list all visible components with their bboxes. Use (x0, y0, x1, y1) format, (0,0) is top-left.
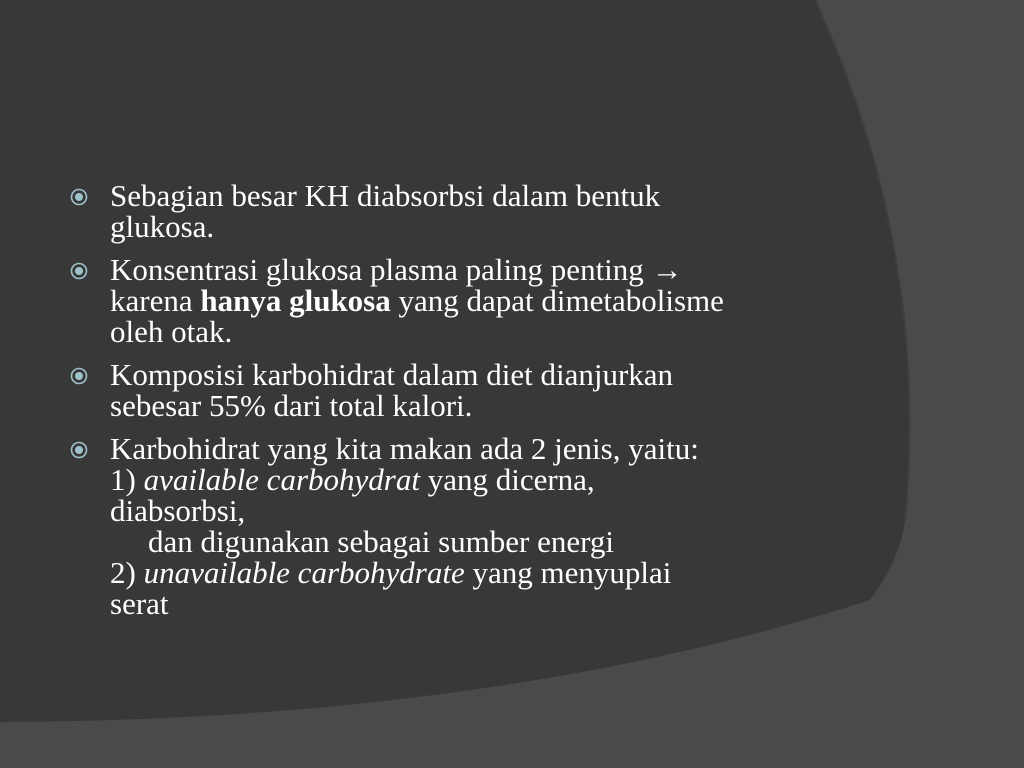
bullet-item (68, 180, 868, 242)
bullet-line: glukosa. (110, 209, 215, 244)
bullet-line: Sebagian besar KH diabsorbsi dalam bentuk (110, 178, 661, 213)
bullet-line: diabsorbsi, (110, 493, 246, 528)
bullet-line: dan digunakan sebagai sumber energi (148, 524, 614, 559)
bullet-line: 1) available carbohydrat yang dicerna, (110, 462, 595, 497)
circle-dot-icon (70, 262, 88, 280)
italic-term: unavailable carbohydrate (143, 555, 465, 590)
circle-dot-icon (70, 441, 88, 459)
bullet-item (68, 433, 868, 619)
right-arrow-icon: → (651, 252, 683, 287)
bullet-line: 2) unavailable carbohydrate yang menyuplai (110, 555, 672, 590)
bullet-line: Karbohidrat yang kita makan ada 2 jenis, yaitu: (110, 431, 699, 466)
bullet-text (110, 359, 868, 421)
bullet-line: Komposisi karbohidrat dalam diet dianjurkan (110, 357, 674, 392)
bullet-list (68, 180, 868, 631)
emphasis-text: hanya glukosa (200, 283, 391, 318)
circle-dot-icon (70, 367, 88, 385)
bullet-line: serat (110, 586, 169, 621)
bullet-text (110, 433, 868, 619)
bullet-text (110, 254, 868, 347)
bullet-line: oleh otak. (110, 314, 233, 349)
bullet-text (110, 180, 868, 242)
bullet-line: Konsentrasi glukosa plasma paling penting → (110, 252, 683, 287)
bullet-item (68, 359, 868, 421)
bullet-item (68, 254, 868, 347)
circle-dot-icon (70, 188, 88, 206)
italic-term: available carbohydrat (143, 462, 420, 497)
bullet-line: sebesar 55% dari total kalori. (110, 388, 473, 423)
bullet-line: karena hanya glukosa yang dapat dimetabolisme (110, 283, 724, 318)
